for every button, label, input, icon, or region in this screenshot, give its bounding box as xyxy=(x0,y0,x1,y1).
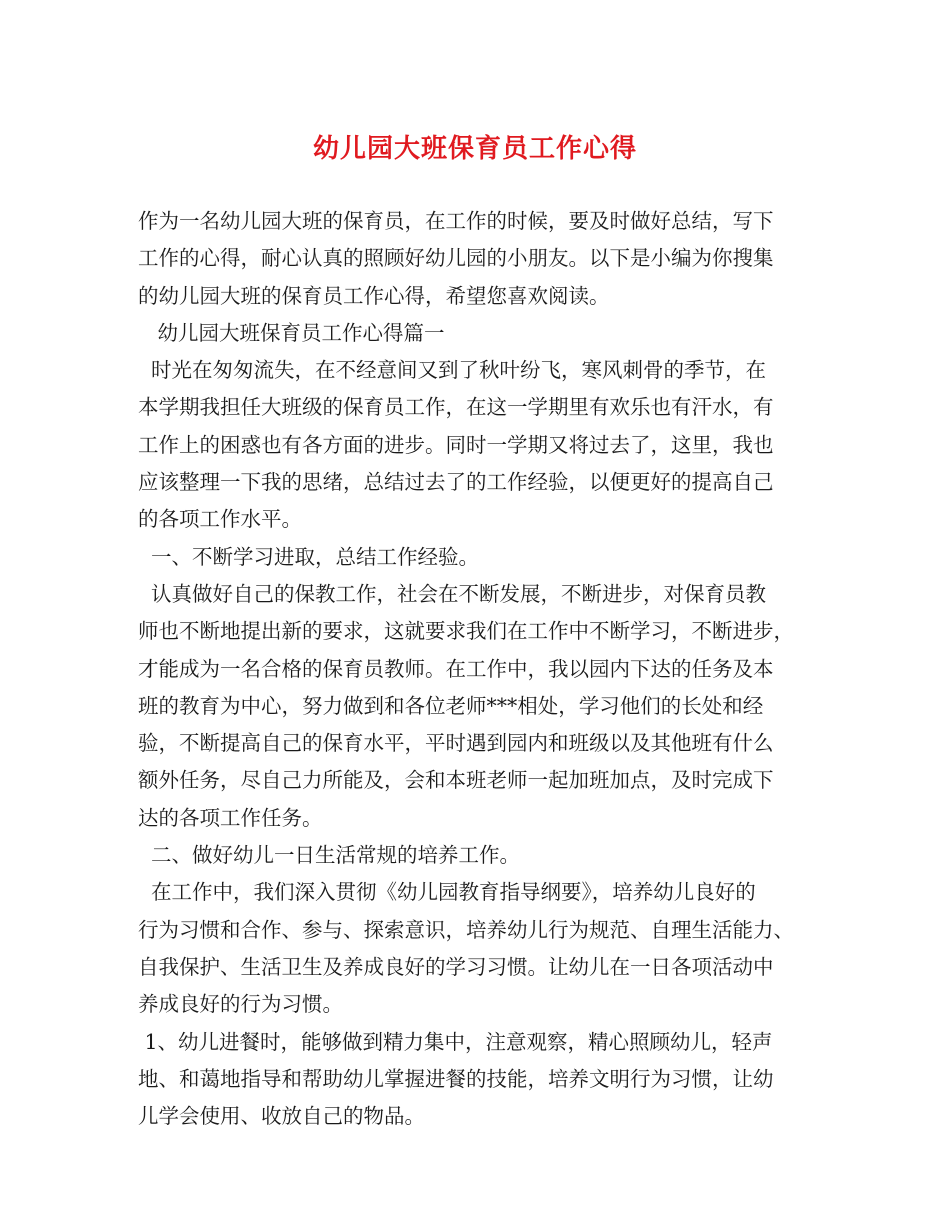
body-line: 养成良好的行为习惯。 xyxy=(138,992,343,1017)
body-line: 作为一名幼儿园大班的保育员，在工作的时候，要及时做好总结，写下 xyxy=(138,209,774,233)
body-line: 应该整理一下我的思绪，总结过去了的工作经验，以便更好的提高自己 xyxy=(138,470,774,495)
body-line: 本学期我担任大班级的保育员工作，在这一学期里有欢乐也有汗水，有 xyxy=(138,395,774,420)
body-line: 的各项工作水平。 xyxy=(138,507,302,532)
body-line: 达的各项工作任务。 xyxy=(138,805,323,830)
body-line: 才能成为一名合格的保育员教师。在工作中，我以园内下达的任务及本 xyxy=(138,656,774,681)
body-line: 时光在匆匆流失，在不经意间又到了秋叶纷飞，寒风刺骨的季节，在 xyxy=(138,358,767,383)
body-line: 行为习惯和合作、参与、探索意识，培养幼儿行为规范、自理生活能力、 xyxy=(138,917,794,942)
subheading: 一、不断学习进取，总结工作经验。 xyxy=(138,544,480,569)
body-line: 地、和蔼地指导和帮助幼儿掌握进餐的技能，培养文明行为习惯，让幼 xyxy=(138,1066,774,1091)
body-line: 工作的心得，耐心认真的照顾好幼儿园的小朋友。以下是小编为你搜集 xyxy=(138,246,774,271)
body-line: 的幼儿园大班的保育员工作心得，希望您喜欢阅读。 xyxy=(138,283,610,308)
body-line: 班的教育为中心，努力做到和各位老师***相处，学习他们的长处和经 xyxy=(138,693,764,718)
document-title: 幼儿园大班保育员工作心得 xyxy=(312,134,637,164)
section-heading: 幼儿园大班保育员工作心得篇一 xyxy=(138,320,445,345)
body-line: 在工作中，我们深入贯彻《幼儿园教育指导纲要》，培养幼儿良好的 xyxy=(138,880,756,905)
body-line: 工作上的困惑也有各方面的进步。同时一学期又将过去了，这里，我也 xyxy=(138,432,774,457)
body-line: 额外任务，尽自己力所能及，会和本班老师一起加班加点，及时完成下 xyxy=(138,768,774,793)
document-body xyxy=(138,203,828,1135)
body-line: 1、幼儿进餐时，能够做到精力集中，注意观察，精心照顾幼儿，轻声 xyxy=(138,1029,773,1054)
body-line: 认真做好自己的保教工作，社会在不断发展，不断进步，对保育员教 xyxy=(138,581,767,606)
body-line: 验，不断提高自己的保育水平，平时遇到园内和班级以及其他班有什么 xyxy=(138,731,774,756)
body-line: 儿学会使用、收放自己的物品。 xyxy=(138,1104,425,1129)
subheading: 二、做好幼儿一日生活常规的培养工作。 xyxy=(138,843,521,868)
body-line: 自我保护、生活卫生及养成良好的学习习惯。让幼儿在一日各项活动中 xyxy=(138,954,774,979)
body-line: 师也不断地提出新的要求，这就要求我们在工作中不断学习，不断进步， xyxy=(138,619,794,644)
